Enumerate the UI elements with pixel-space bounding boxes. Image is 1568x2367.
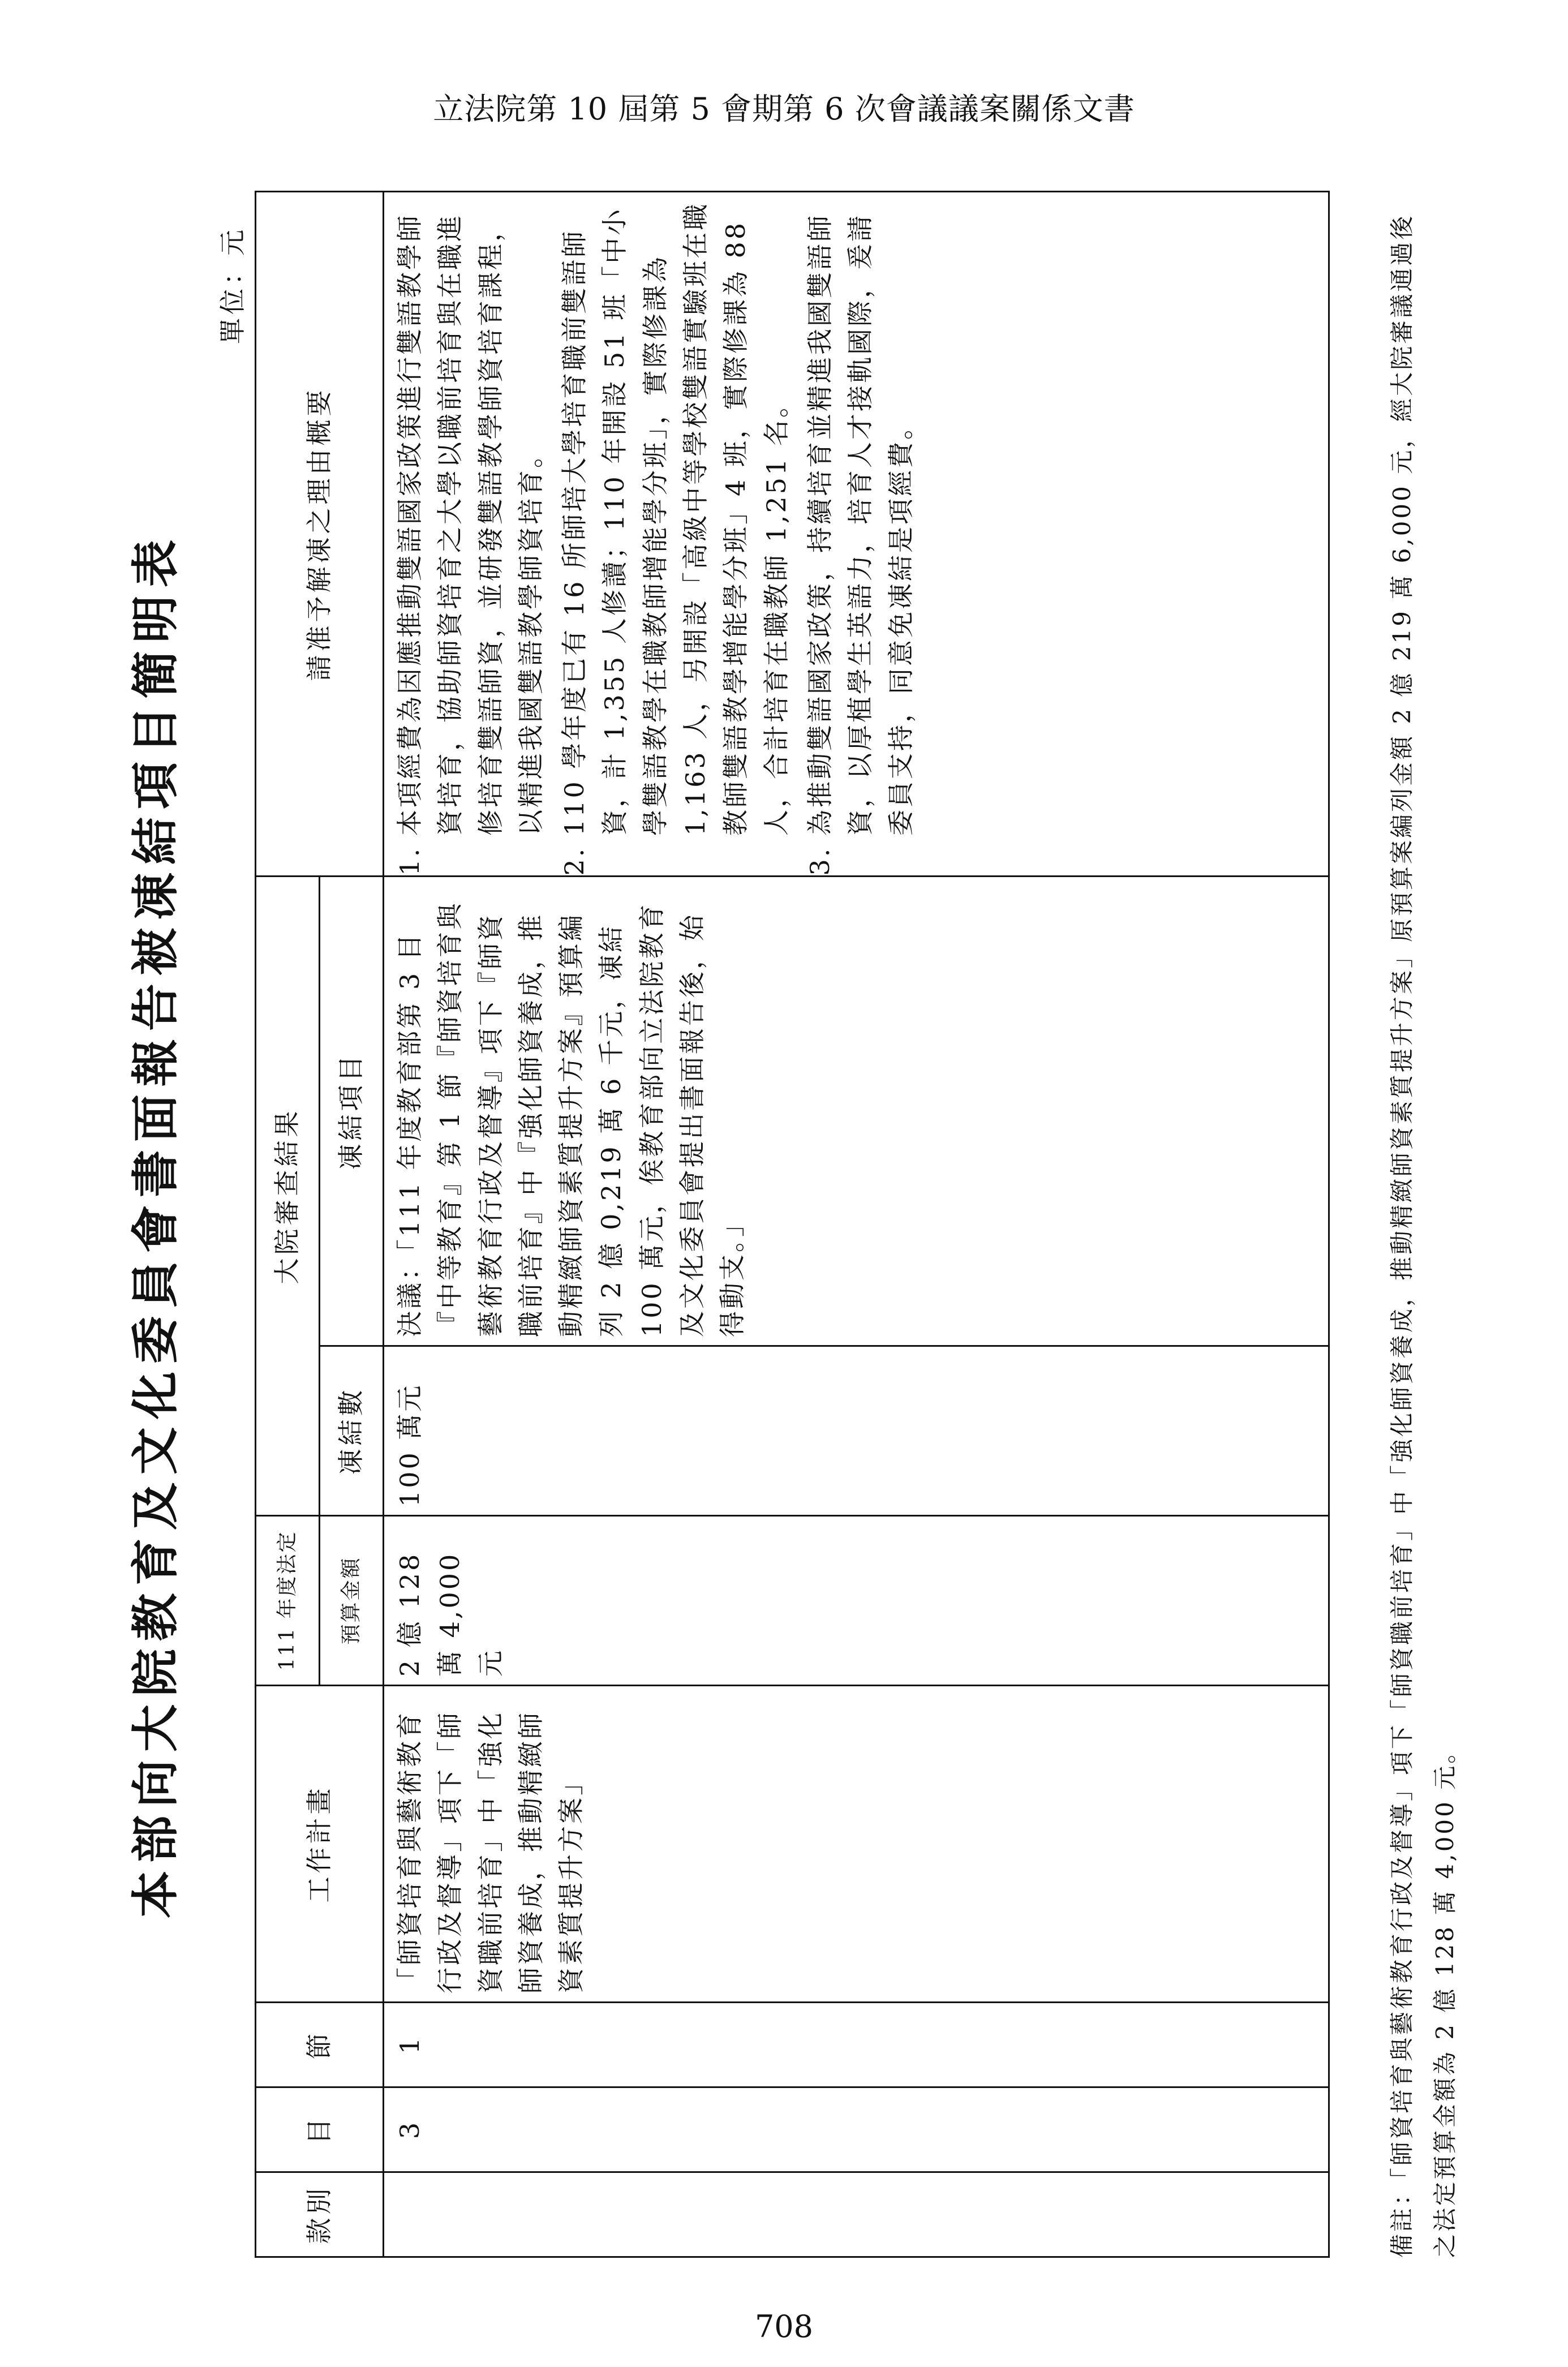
header-frozen-amount: 凍結數 — [320, 1346, 384, 1516]
header-section: 節 — [256, 2003, 384, 2087]
reason-item: 3. 為推動雙語國家政策，持續培育並精進我國雙語師資，以厚植學生英語力，培育人才接軌國際，爰請委員支持，同意免凍結是項經費。 — [800, 200, 921, 836]
running-header: 立法院第 10 屆第 5 會期第 6 次會議議案關係文書 — [433, 91, 1135, 127]
header-budget-group: 111 年度法定 — [256, 1516, 320, 1686]
header-work-plan: 工作計畫 — [256, 1686, 384, 2003]
landscape-content — [113, 192, 1517, 2258]
frozen-items-table — [255, 191, 1330, 2258]
unit-label: 單位：元 — [217, 226, 248, 344]
cell-budget-amount: 2 億 128 萬 4,000 元 — [384, 1516, 1329, 1686]
header-item: 目 — [256, 2087, 384, 2172]
page-number: 708 — [754, 2309, 814, 2344]
header-reason: 請准予解凍之理由概要 — [256, 192, 384, 877]
table-row — [384, 192, 1329, 2257]
document-title: 本部向大院教育及文化委員會書面報告被凍結項目簡明表 — [127, 532, 183, 1919]
footnote: 備註：「師資培育與藝術教育行政及督導」項下「師資職前培育」中「強化師資養成，推動精緻師資素質提升方案」原預算案編列金額 2 億 219 萬 6,000 元，經大院審議通過後之法定預算金額為 2 億 128 萬 4,000 元。 — [1388, 213, 1459, 2258]
cell-section: 1 — [384, 2003, 1329, 2087]
cell-reasons — [384, 192, 1329, 877]
cell-work-plan: 「師資培育與藝術教育行政及督導」項下「師資職前培育」中「強化師資養成，推動精緻師資素質提升方案」 — [384, 1686, 1329, 2003]
header-review-group: 大院審查結果 — [256, 877, 320, 1516]
header-frozen-item: 凍結項目 — [320, 877, 384, 1346]
cell-frozen-item: 決議：「111 年度教育部第 3 目『中等教育』第 1 節『師資培育與藝術教育行政及督導』項下『師資職前培育』中『強化師資養成，推動精緻師資素質提升方案』預算編列 2 億 0,219 萬 6 千元，凍結 100 萬元，俟教育部向立法院教育及文化委員會提出書面報告後，始得動支。」 — [384, 877, 1329, 1346]
reason-item: 1. 本項經費為因應推動雙語國家政策進行雙語教學師資培育，協助師資培育之大學以職前培育與在職進修培育雙語師資，並研發雙語教學師資培育課程，以精進我國雙語教學師資培育。 — [390, 200, 551, 836]
cell-category — [384, 2172, 1329, 2257]
header-budget-sub: 預算金額 — [320, 1516, 384, 1686]
header-category: 款別 — [256, 2172, 384, 2257]
cell-frozen-amount: 100 萬元 — [384, 1346, 1329, 1516]
cell-item: 3 — [384, 2087, 1329, 2172]
reasons-list — [390, 200, 921, 867]
reason-item: 2. 110 學年度已有 16 所師培大學培育職前雙語師資，計 1,355 人修讀；110 年開設 51 班「中小學雙語教學在職教師增能學分班」，實際修課為 1,163 人，另開設「高級中等學校雙語實驗班在職教師雙語教學增能學分班」4 班，實際修課為 88 人，合計培育在職教師 1,251 名。 — [555, 200, 797, 836]
